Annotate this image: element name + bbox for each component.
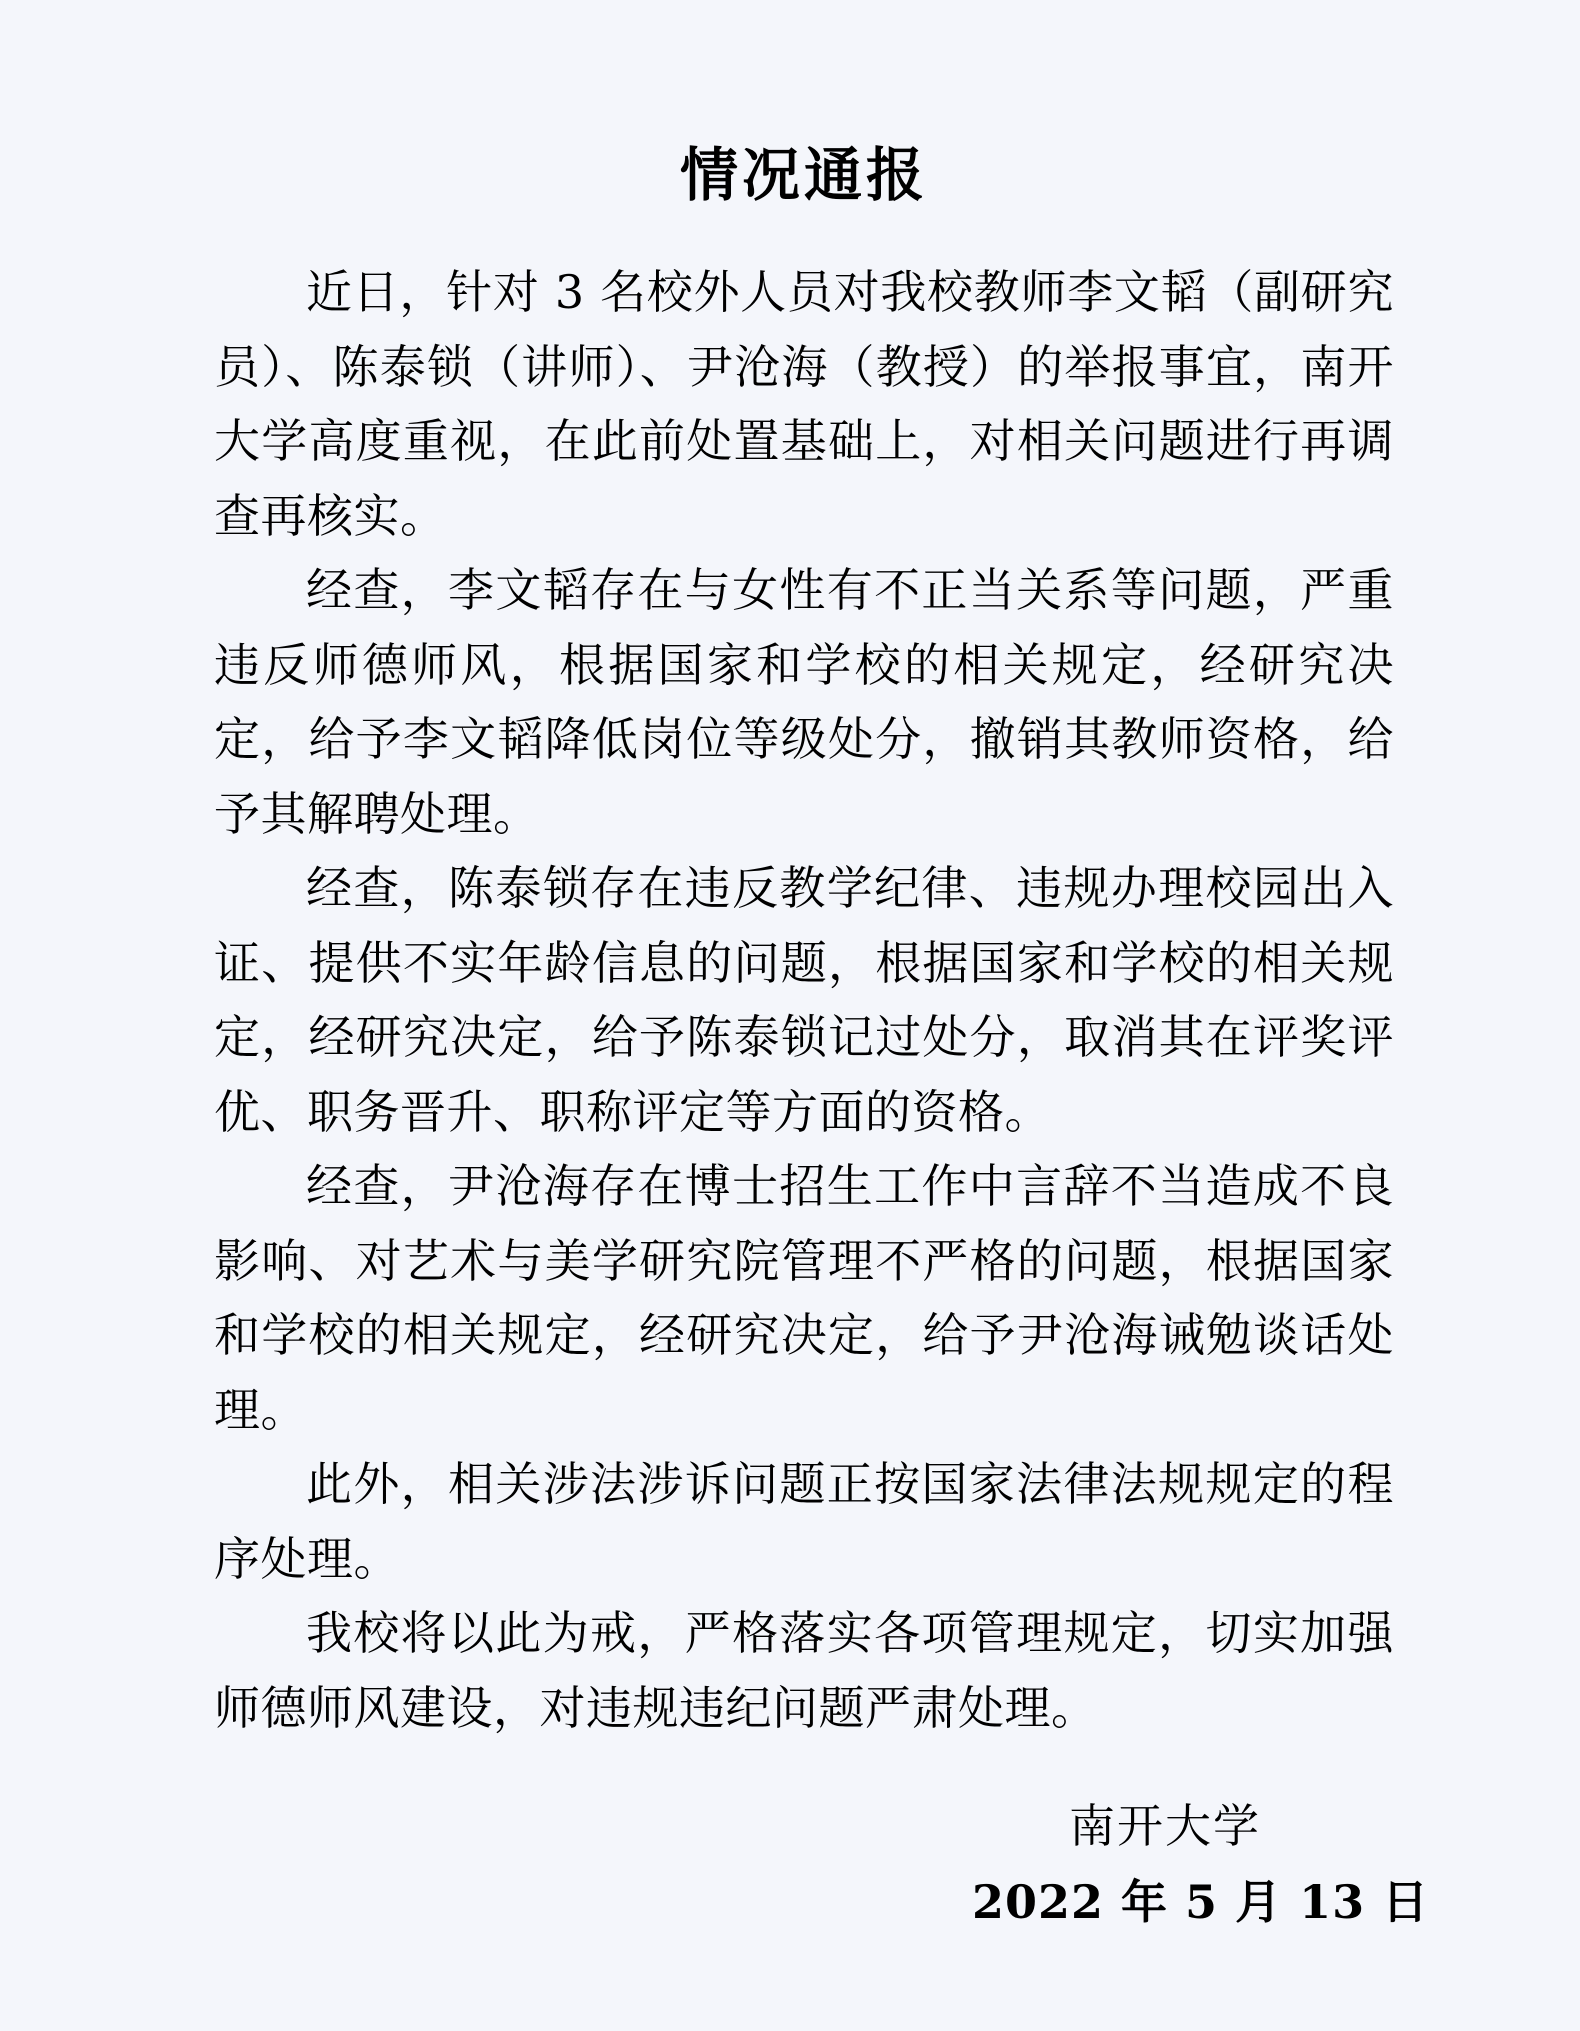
paragraph-chen-taisuo: 经查，陈泰锁存在违反教学纪律、违规办理校园出入证、提供不实年龄信息的问题，根据国家和学校的相关规定，经研究决定，给予陈泰锁记过处分，取消其在评奖评优、职务晋升、职称评定等方面的资格。 <box>214 861 1394 1139</box>
paragraph-yin-canghai: 经查，尹沧海存在博士招生工作中言辞不当造成不良影响、对艺术与美学研究院管理不严格的问题，根据国家和学校的相关规定，经研究决定，给予尹沧海诫勉谈话处理。 <box>214 1159 1394 1437</box>
paragraph-intro: 近日，针对 3 名校外人员对我校教师李文韬（副研究员）、陈泰锁（讲师）、尹沧海（教授）的举报事宜，南开大学高度重视，在此前处置基础上，对相关问题进行再调查再核实。 <box>214 265 1394 543</box>
paragraph-conclusion: 我校将以此为戒，严格落实各项管理规定，切实加强师德师风建设，对违规违纪问题严肃处理。 <box>214 1606 1394 1735</box>
paragraph-legal-matters: 此外，相关涉法涉诉问题正按国家法律法规规定的程序处理。 <box>214 1457 1394 1586</box>
document-title: 情况通报 <box>679 141 928 209</box>
paragraph-li-wentao: 经查，李文韬存在与女性有不正当关系等问题，严重违反师德师风，根据国家和学校的相关规定，经研究决定，给予李文韬降低岗位等级处分，撤销其教师资格，给予其解聘处理。 <box>214 563 1394 841</box>
signature-issuer: 南开大学 <box>1069 1799 1261 1853</box>
document-body <box>214 255 1394 1745</box>
issue-date: 2022 年 5 月 13 日 <box>972 1875 1430 1929</box>
